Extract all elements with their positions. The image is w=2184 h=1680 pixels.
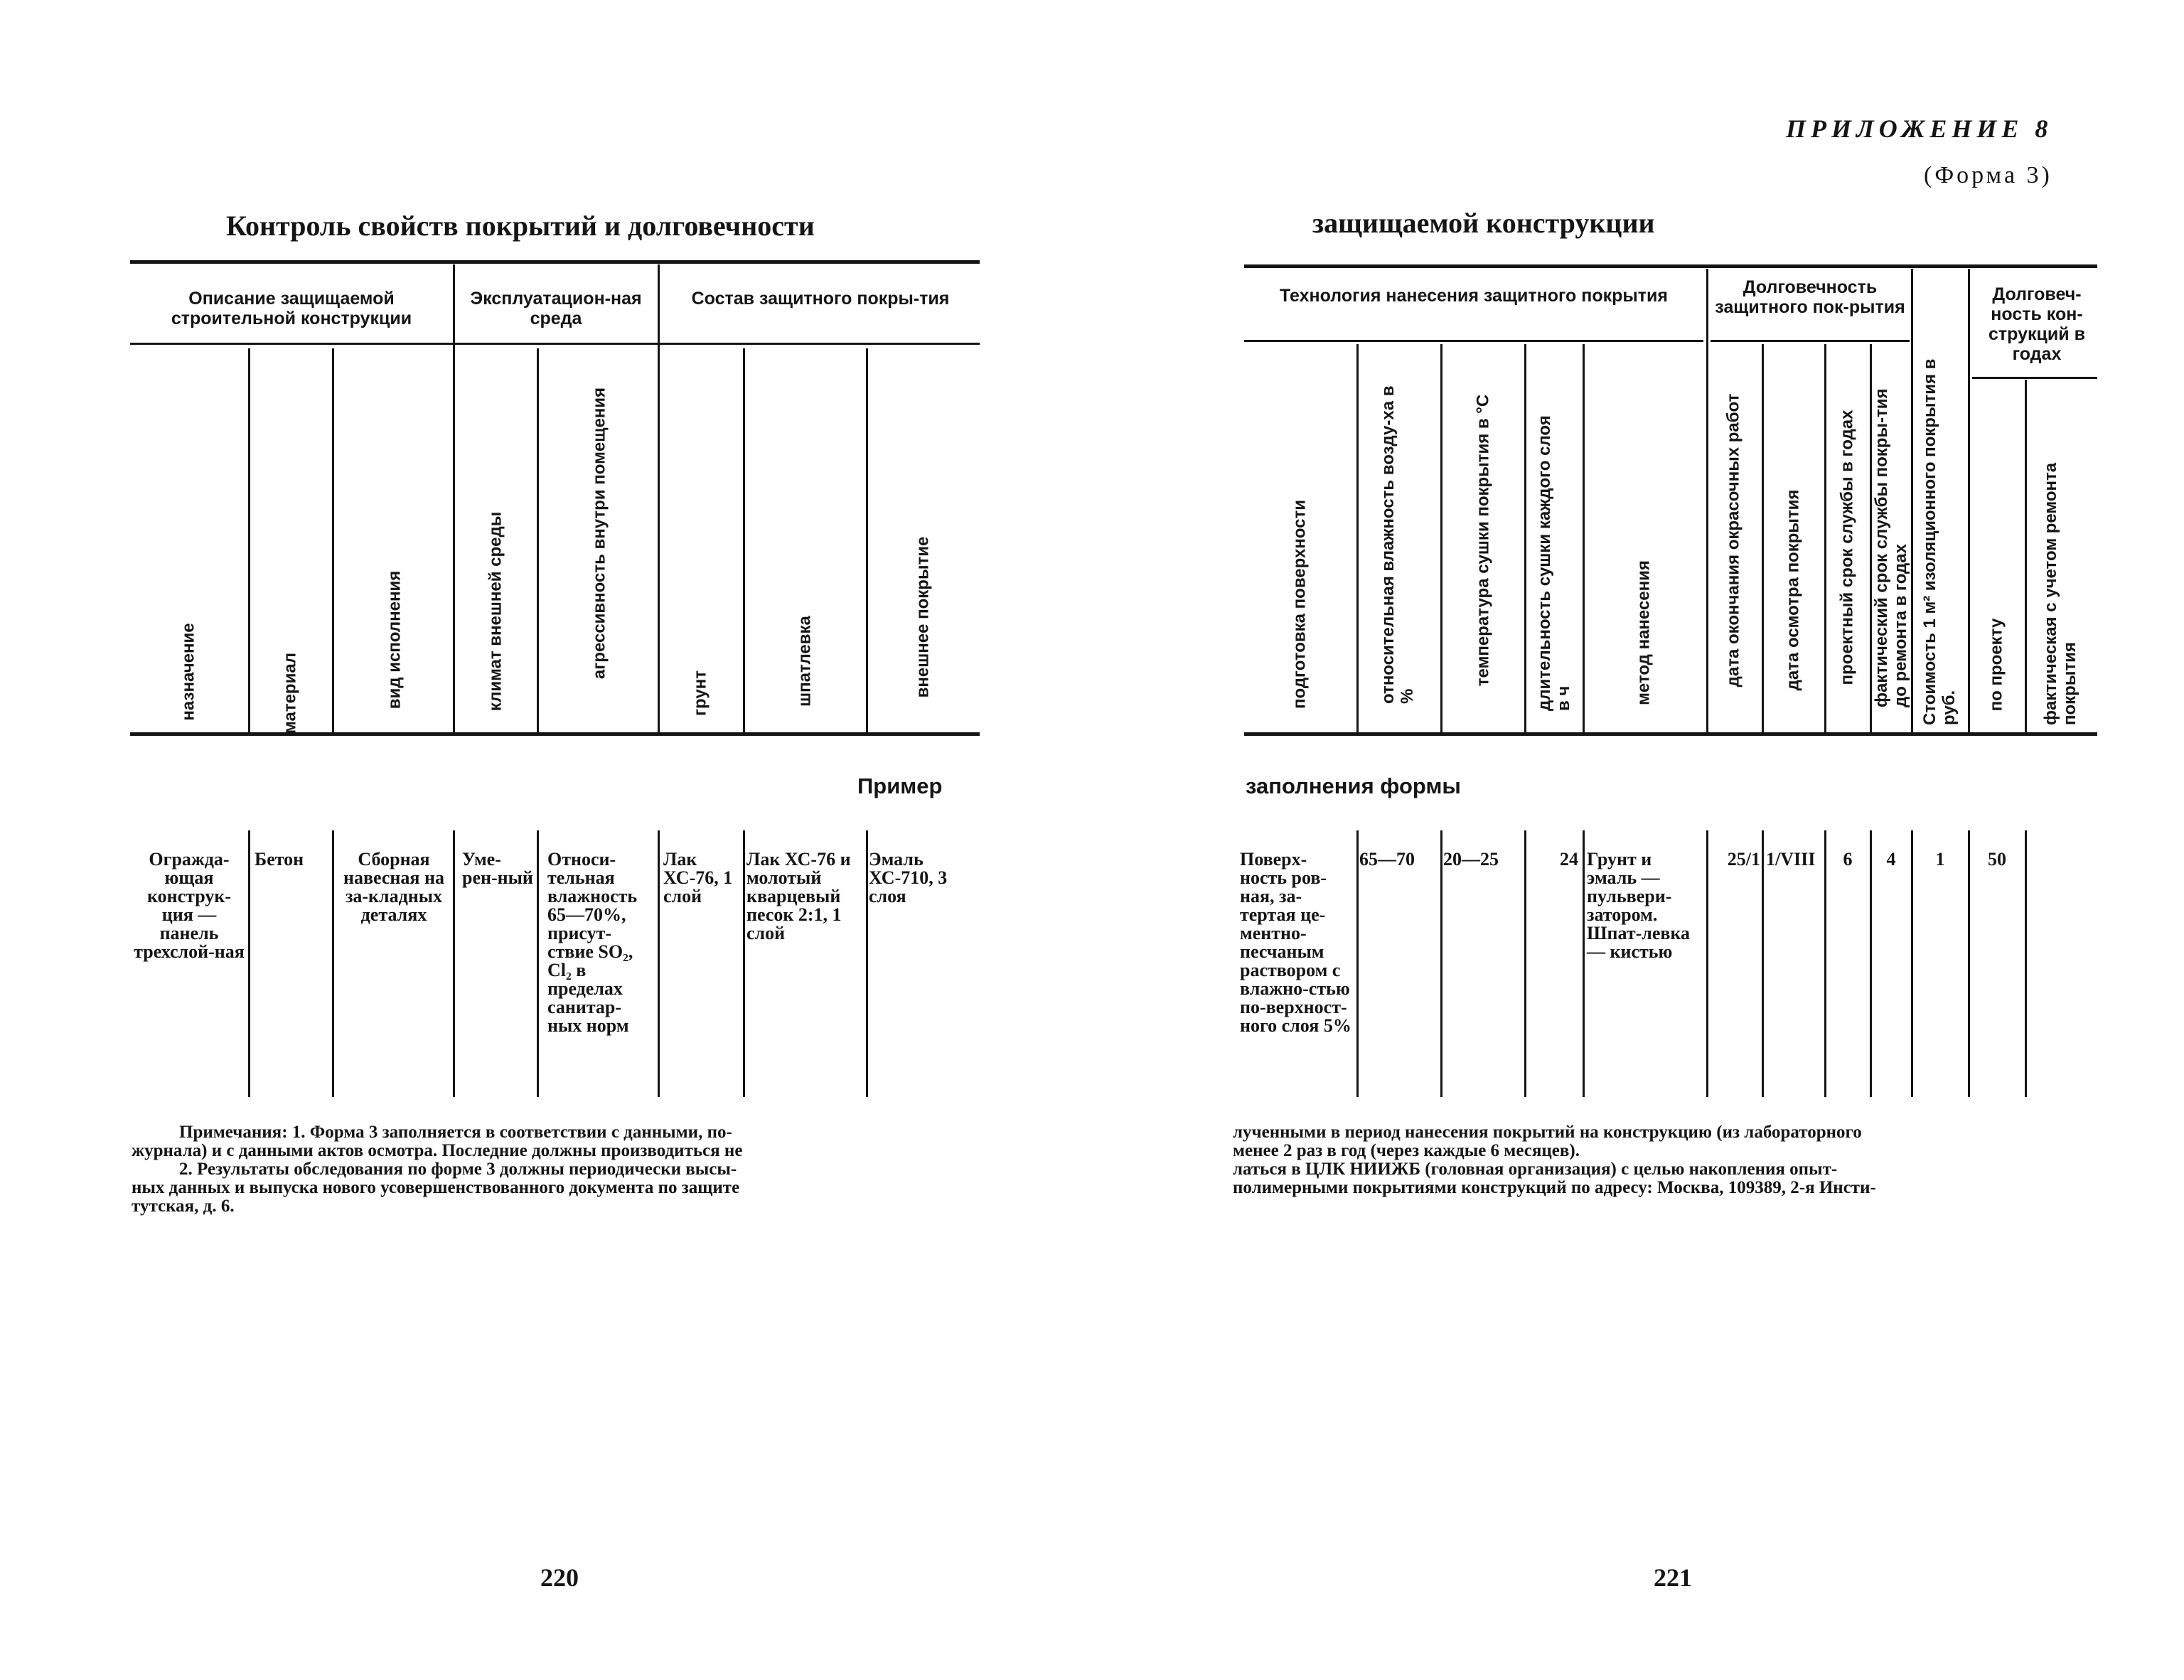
right-cell-cost: 1 bbox=[1935, 849, 1945, 870]
right-group-rule-1 bbox=[1244, 340, 1703, 342]
right-cell-inspection-date: 1/VIII bbox=[1766, 849, 1816, 870]
right-col-sep bbox=[1968, 269, 1970, 732]
right-cell-finish-date: 25/1 bbox=[1727, 849, 1760, 870]
left-col-sep bbox=[658, 344, 660, 732]
left-group-header-3: Состав защитного покры-тия bbox=[691, 289, 950, 309]
right-col-sep bbox=[1706, 269, 1708, 732]
left-col-header-aggressiveness: агрессивность внутри помещения bbox=[589, 387, 609, 680]
left-col-sep bbox=[332, 348, 334, 732]
right-col-header-actual-life: фактический срок службы покры-тия до ремонта в годах bbox=[1872, 388, 1910, 707]
right-col-sep bbox=[1911, 269, 1913, 732]
right-col-sep bbox=[1824, 344, 1826, 732]
left-cell-material: Бетон bbox=[255, 849, 304, 870]
right-cell-method: Грунт и эмаль — пульвери-затором. Шпат-левка — кистью bbox=[1587, 849, 1691, 962]
left-row-sep bbox=[658, 830, 660, 1097]
right-cell-humidity: 65—70 bbox=[1359, 849, 1415, 870]
right-col-header-method: метод нанесения bbox=[1634, 560, 1654, 705]
left-col-header-putty: шпатлевка bbox=[795, 616, 815, 707]
left-cell-climate: Уме-рен-ный bbox=[462, 849, 533, 888]
left-note-line: тутская, д. 6. bbox=[132, 1197, 235, 1216]
left-row-sep bbox=[453, 830, 455, 1097]
left-cell-execution: Сборная навесная на за-кладных деталях bbox=[343, 849, 444, 925]
left-group-sep-1 bbox=[453, 264, 455, 344]
left-row-sep bbox=[743, 830, 745, 1097]
right-row-sep bbox=[1706, 830, 1708, 1097]
right-page-number: 221 bbox=[1654, 1563, 1692, 1592]
right-col-sep bbox=[1524, 344, 1526, 732]
left-cell-primer: Лак ХС-76, 1 слой bbox=[663, 849, 733, 906]
right-row-sep bbox=[1356, 830, 1359, 1097]
right-row-sep bbox=[1824, 830, 1826, 1097]
left-page-number: 220 bbox=[540, 1563, 579, 1592]
right-example-label: заполнения формы bbox=[1246, 774, 1461, 798]
left-col-sep bbox=[248, 348, 250, 732]
right-cell-drying-temp: 20—25 bbox=[1443, 849, 1499, 870]
right-col-sep bbox=[1762, 344, 1764, 732]
left-col-sep bbox=[866, 348, 868, 732]
right-note-line: менее 2 раз в год (через каждые 6 месяцев). bbox=[1233, 1141, 1580, 1160]
left-col-header-purpose: назначение bbox=[178, 623, 198, 721]
left-note-line: Примечания: 1. Форма 3 заполняется в соответствии с данными, по- bbox=[179, 1123, 732, 1142]
left-col-header-topcoat: внешнее покрытие bbox=[913, 536, 933, 698]
left-group-header-1: Описание защищаемой строительной конструкции bbox=[171, 289, 412, 328]
right-col-header-finish-date: дата окончания окрасочных работ bbox=[1723, 393, 1743, 687]
left-col-header-execution: вид исполнения bbox=[385, 570, 405, 710]
right-cell-drying-time: 24 bbox=[1560, 849, 1578, 870]
right-row-sep bbox=[1968, 830, 1970, 1097]
right-col-header-drying-time: длительность сушки каждого слоя в ч bbox=[1535, 415, 1573, 711]
right-cell-actual-life: 4 bbox=[1886, 849, 1896, 870]
left-note-line: журнала) и с данными актов осмотра. Последние должны производиться не bbox=[132, 1141, 743, 1160]
left-col-header-primer: грунт bbox=[690, 670, 710, 716]
right-col-header-design-life: проектный срок службы в годах bbox=[1837, 410, 1857, 685]
appendix-heading: ПРИЛОЖЕНИЕ 8 bbox=[1786, 114, 2053, 143]
left-note-line: 2. Результаты обследования по форме 3 должны периодически высы- bbox=[179, 1160, 737, 1179]
right-cell-surface-prep: Поверх-ность ров-ная, за-тертая це-ментно-песчаным раствором с влажно-стью по-верхност-ного слоя 5% bbox=[1240, 849, 1351, 1036]
left-page-title: Контроль свойств покрытий и долговечности bbox=[226, 210, 815, 242]
right-page-title: защищаемой конструкции bbox=[1312, 207, 1655, 239]
right-note-line: полимерными покрытиями конструкций по адресу: Москва, 109389, 2-я Инсти- bbox=[1233, 1178, 1876, 1197]
right-col-sep bbox=[1440, 344, 1442, 732]
right-group-rule-3 bbox=[1972, 377, 2097, 379]
right-table-top-rule bbox=[1244, 264, 2097, 268]
right-col-header-surface-prep: подготовка поверхности bbox=[1290, 499, 1310, 710]
left-cell-topcoat: Эмаль ХС-710, 3 слоя bbox=[869, 849, 948, 906]
right-group-header-3: Долговеч-ность кон-струкций в годах bbox=[1988, 284, 2085, 364]
right-col-sep bbox=[2025, 380, 2027, 732]
right-note-line: латься в ЦЛК НИИЖБ (головная организация) с целью накопления опыт- bbox=[1233, 1160, 1838, 1179]
form-label: (Форма 3) bbox=[1924, 162, 2052, 188]
left-group-rule bbox=[130, 343, 980, 345]
left-header-bottom-rule bbox=[130, 732, 980, 736]
right-cell-design-life: 6 bbox=[1843, 849, 1853, 870]
right-row-sep bbox=[1440, 830, 1442, 1097]
left-col-header-material: материал bbox=[280, 653, 300, 734]
left-col-sep bbox=[453, 344, 455, 732]
right-group-header-1: Технология нанесения защитного покрытия bbox=[1280, 286, 1668, 306]
left-example-label: Пример bbox=[857, 774, 943, 798]
left-row-sep bbox=[332, 830, 334, 1097]
left-col-header-climate: климат внешней среды bbox=[486, 511, 505, 712]
right-row-sep bbox=[1911, 830, 1913, 1097]
right-col-header-inspection-date: дата осмотра покрытия bbox=[1783, 489, 1803, 691]
left-group-header-2: Эксплуатацион-ная среда bbox=[470, 289, 642, 328]
left-table-top-rule bbox=[130, 260, 980, 264]
left-cell-purpose: Огражда-ющая конструк-ция — панель трехслой-ная bbox=[134, 849, 245, 962]
left-row-sep bbox=[537, 830, 539, 1097]
left-row-sep bbox=[248, 830, 250, 1097]
left-row-sep bbox=[866, 830, 868, 1097]
left-cell-putty: Лак ХС-76 и молотый кварцевый песок 2:1, 1 слой bbox=[746, 849, 851, 943]
right-cell-by-design: 50 bbox=[1988, 849, 2006, 870]
right-col-header-cost: Стоимость 1 м² изоляционного покрытия в руб. bbox=[1920, 358, 1959, 725]
right-header-bottom-rule bbox=[1244, 732, 2097, 736]
left-cell-environment: Относи-тельная влажность 65—70%, присут-ствие SO₂, Cl₂ в пределах санитар-ных норм bbox=[547, 849, 638, 1036]
right-row-sep bbox=[1762, 830, 1764, 1097]
right-row-sep bbox=[1870, 830, 1872, 1097]
right-row-sep bbox=[2025, 830, 2027, 1097]
right-group-rule-2 bbox=[1711, 340, 1910, 342]
left-group-sep-2 bbox=[658, 264, 660, 344]
right-col-header-by-design: по проекту bbox=[1986, 618, 2006, 712]
right-note-line: лученными в период нанесения покрытий на конструкцию (из лабораторного bbox=[1233, 1123, 1862, 1142]
left-note-line: ных данных и выпуска нового усовершенствованного документа по защите bbox=[132, 1178, 740, 1197]
left-col-sep bbox=[537, 348, 539, 732]
right-col-header-humidity: относительная влажность возду-ха в % bbox=[1379, 385, 1417, 704]
right-group-header-2: Долговечность защитного пок-рытия bbox=[1715, 277, 1905, 317]
right-col-sep bbox=[1583, 344, 1585, 732]
right-col-header-actual-with-repair: фактическая с учетом ремонта покрытия bbox=[2041, 462, 2079, 725]
left-col-sep bbox=[743, 348, 745, 732]
right-row-sep bbox=[1583, 830, 1585, 1097]
right-row-sep bbox=[1524, 830, 1526, 1097]
right-col-sep bbox=[1356, 344, 1359, 732]
right-col-header-drying-temp: температура сушки покрытия в °С bbox=[1473, 394, 1493, 687]
